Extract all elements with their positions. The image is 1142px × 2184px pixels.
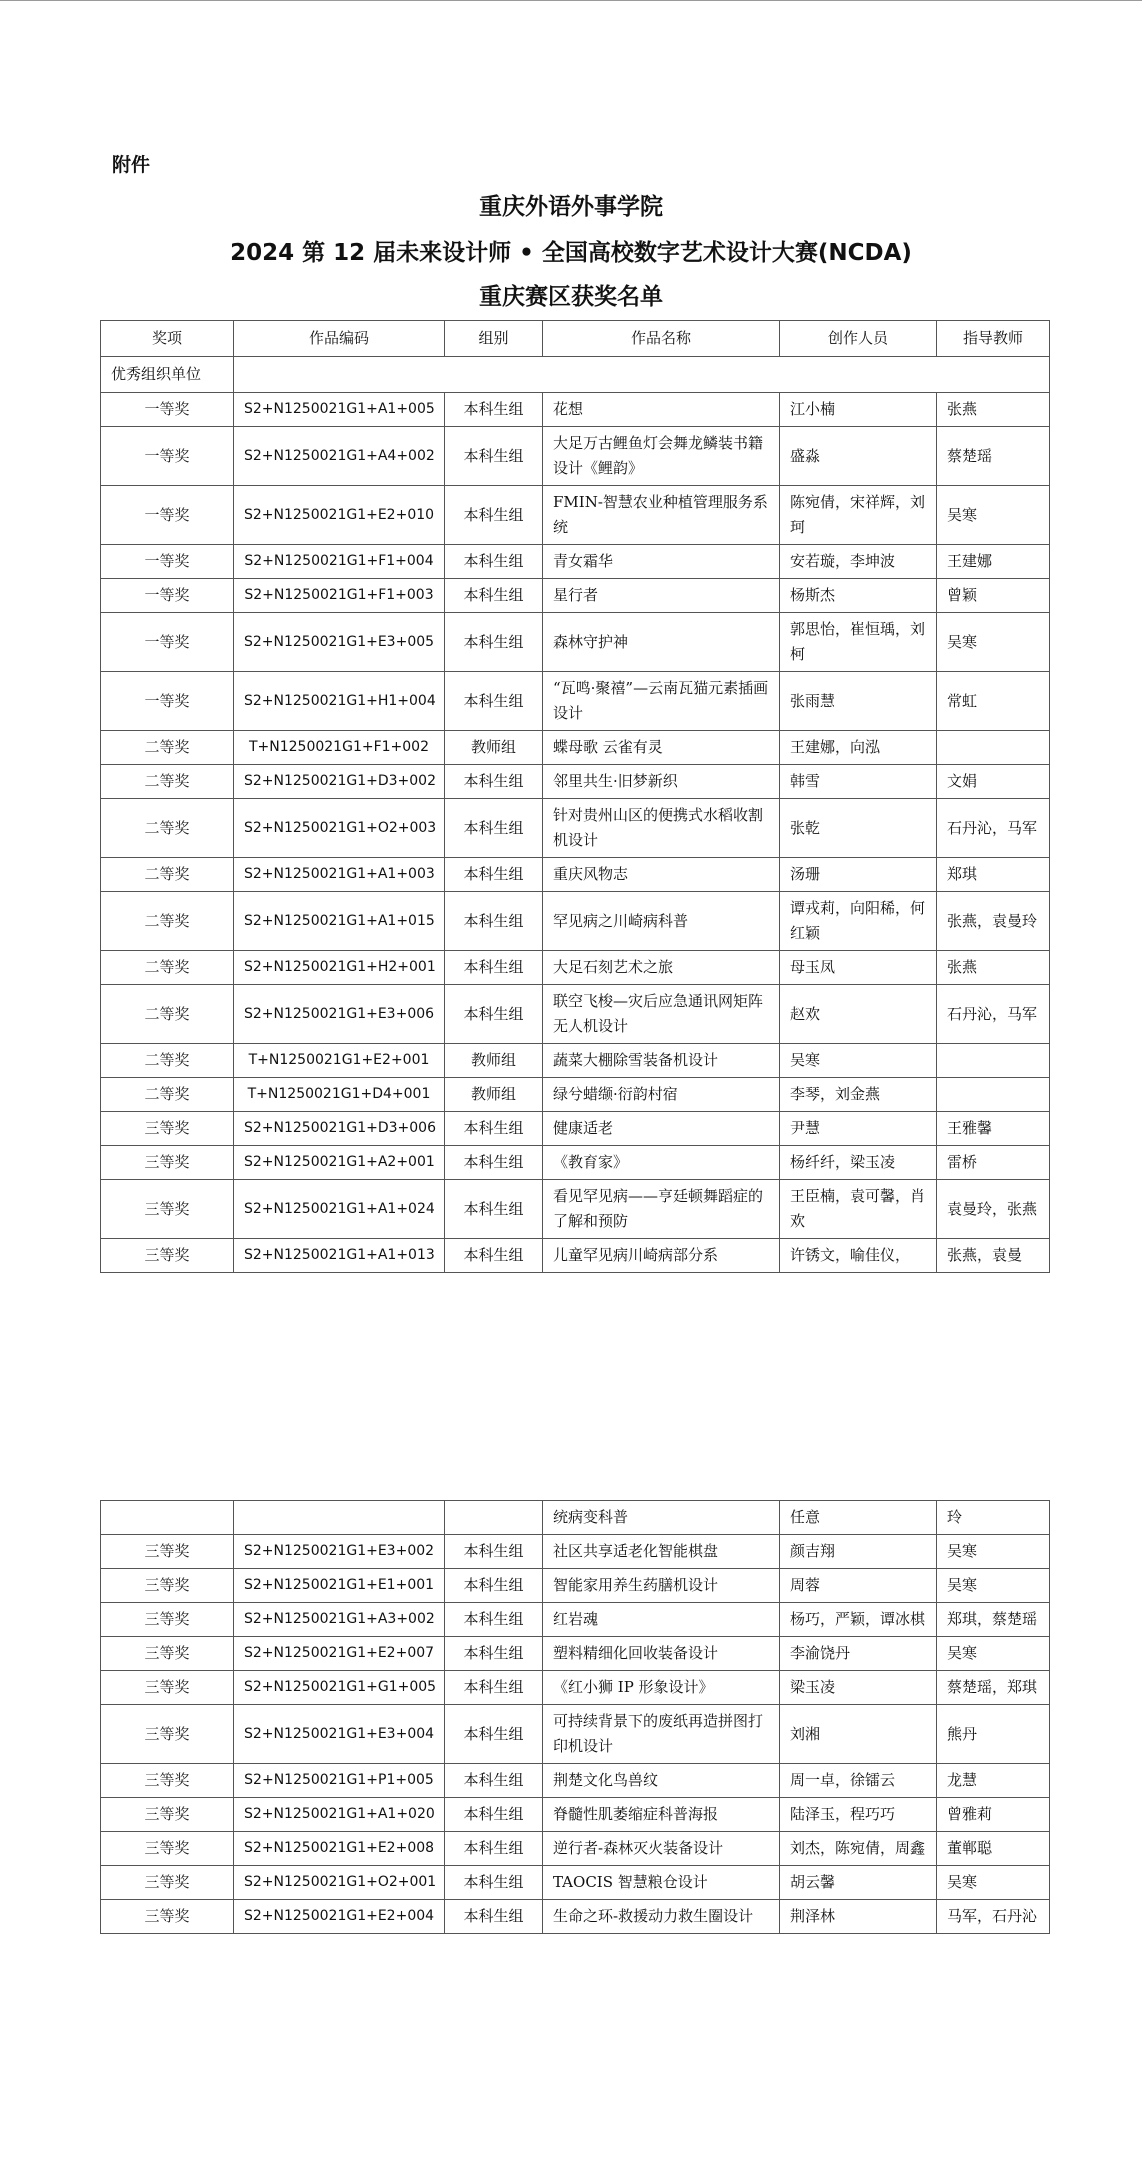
creators-cell: 刘湘 (780, 1705, 937, 1764)
table-row (101, 1044, 1050, 1078)
code-cell: S2+N1250021G1+D3+006 (234, 1112, 445, 1146)
creators-cell: 赵欢 (780, 985, 937, 1044)
org-row-label: 优秀组织单位 (101, 357, 234, 393)
code-cell: S2+N1250021G1+A1+003 (234, 858, 445, 892)
advisor-cell: 吴寒 (937, 1637, 1050, 1671)
code-cell: S2+N1250021G1+A2+001 (234, 1146, 445, 1180)
creators-cell: 王臣楠，袁可馨，肖欢 (780, 1180, 937, 1239)
creators-cell: 周一卓，徐镭云 (780, 1764, 937, 1798)
title-cell: 大足万古鲤鱼灯会舞龙鳞装书籍设计《鲤韵》 (543, 427, 780, 486)
award-cell: 一等奖 (101, 579, 234, 613)
title-cell: 邻里共生·旧梦新织 (543, 765, 780, 799)
code-cell: S2+N1250021G1+P1+005 (234, 1764, 445, 1798)
table-row (101, 1146, 1050, 1180)
award-cell: 二等奖 (101, 765, 234, 799)
table-row (101, 427, 1050, 486)
table-row (101, 858, 1050, 892)
group-cell: 本科生组 (445, 486, 543, 545)
advisor-cell: 吴寒 (937, 1535, 1050, 1569)
code-cell: S2+N1250021G1+E2+007 (234, 1637, 445, 1671)
creators-cell: 郭思怡，崔恒瑀，刘柯 (780, 613, 937, 672)
award-cell: 三等奖 (101, 1671, 234, 1705)
table-row (101, 1705, 1050, 1764)
title-cell: 脊髓性肌萎缩症科普海报 (543, 1798, 780, 1832)
title-cell: 《红小狮 IP 形象设计》 (543, 1671, 780, 1705)
table-row (101, 579, 1050, 613)
creators-cell: 颜吉翔 (780, 1535, 937, 1569)
advisor-cell: 石丹沁，马军 (937, 799, 1050, 858)
award-cell: 三等奖 (101, 1146, 234, 1180)
award-cell: 二等奖 (101, 951, 234, 985)
table-row (101, 731, 1050, 765)
title-cell: 重庆风物志 (543, 858, 780, 892)
column-header-creators: 创作人员 (780, 321, 937, 357)
table-row (101, 1637, 1050, 1671)
creators-cell: 张雨慧 (780, 672, 937, 731)
creators-cell: 王建娜，向泓 (780, 731, 937, 765)
advisor-cell: 郑琪，蔡楚瑶 (937, 1603, 1050, 1637)
title-cell: 红岩魂 (543, 1603, 780, 1637)
code-cell: S2+N1250021G1+E1+001 (234, 1569, 445, 1603)
code-cell: S2+N1250021G1+A1+020 (234, 1798, 445, 1832)
code-cell: S2+N1250021G1+D3+002 (234, 765, 445, 799)
code-cell: S2+N1250021G1+A1+005 (234, 393, 445, 427)
code-cell: S2+N1250021G1+A4+002 (234, 427, 445, 486)
award-cell: 三等奖 (101, 1180, 234, 1239)
advisor-cell: 熊丹 (937, 1705, 1050, 1764)
advisor-cell (937, 1044, 1050, 1078)
page-top-border (0, 0, 1142, 1)
creators-cell: 梁玉凌 (780, 1671, 937, 1705)
title-cell: 针对贵州山区的便携式水稻收割机设计 (543, 799, 780, 858)
award-cell: 三等奖 (101, 1764, 234, 1798)
award-cell: 二等奖 (101, 985, 234, 1044)
competition-title: 2024 第 12 届未来设计师 • 全国高校数字艺术设计大赛(NCDA) (230, 240, 912, 266)
table-row (101, 985, 1050, 1044)
code-cell (234, 1501, 445, 1535)
title-cell: 统病变科普 (543, 1501, 780, 1535)
group-cell: 本科生组 (445, 1535, 543, 1569)
creators-cell: 杨纤纤，梁玉凌 (780, 1146, 937, 1180)
title-cell: “瓦鸣·聚禧”—云南瓦猫元素插画设计 (543, 672, 780, 731)
table-row (101, 1798, 1050, 1832)
award-cell: 一等奖 (101, 393, 234, 427)
group-cell: 本科生组 (445, 1180, 543, 1239)
code-cell: S2+N1250021G1+A1+015 (234, 892, 445, 951)
table-row (101, 1239, 1050, 1273)
advisor-cell (937, 731, 1050, 765)
title-cell: 智能家用养生药膳机设计 (543, 1569, 780, 1603)
creators-cell: 任意 (780, 1501, 937, 1535)
continuation-row (101, 1501, 1050, 1535)
column-header-title: 作品名称 (543, 321, 780, 357)
award-cell: 一等奖 (101, 486, 234, 545)
table-row (101, 1764, 1050, 1798)
group-cell: 本科生组 (445, 1832, 543, 1866)
school-title: 重庆外语外事学院 (479, 194, 663, 220)
column-header-code: 作品编码 (234, 321, 445, 357)
code-cell: S2+N1250021G1+E2+010 (234, 486, 445, 545)
code-cell: S2+N1250021G1+O2+003 (234, 799, 445, 858)
award-cell: 二等奖 (101, 1078, 234, 1112)
title-cell: 荆楚文化鸟兽纹 (543, 1764, 780, 1798)
advisor-cell: 吴寒 (937, 1866, 1050, 1900)
award-cell: 三等奖 (101, 1239, 234, 1273)
creators-cell: 安若璇，李坤波 (780, 545, 937, 579)
code-cell: S2+N1250021G1+G1+005 (234, 1671, 445, 1705)
table-row (101, 672, 1050, 731)
group-cell: 本科生组 (445, 393, 543, 427)
table-row (101, 765, 1050, 799)
award-cell: 三等奖 (101, 1112, 234, 1146)
code-cell: S2+N1250021G1+A3+002 (234, 1603, 445, 1637)
code-cell: T+N1250021G1+F1+002 (234, 731, 445, 765)
code-cell: S2+N1250021G1+A1+024 (234, 1180, 445, 1239)
column-header-award: 奖项 (101, 321, 234, 357)
group-cell: 本科生组 (445, 613, 543, 672)
award-cell: 三等奖 (101, 1535, 234, 1569)
group-cell: 本科生组 (445, 1569, 543, 1603)
group-cell: 本科生组 (445, 1239, 543, 1273)
org-row-value (234, 357, 1050, 393)
advisor-cell: 玲 (937, 1501, 1050, 1535)
creators-cell: 尹慧 (780, 1112, 937, 1146)
table-row (101, 393, 1050, 427)
code-cell: S2+N1250021G1+H2+001 (234, 951, 445, 985)
award-cell: 三等奖 (101, 1603, 234, 1637)
advisor-cell: 郑琪 (937, 858, 1050, 892)
creators-cell: 张乾 (780, 799, 937, 858)
code-cell: S2+N1250021G1+E3+006 (234, 985, 445, 1044)
group-cell: 本科生组 (445, 1900, 543, 1934)
creators-cell: 刘杰，陈宛倩，周鑫 (780, 1832, 937, 1866)
creators-cell: 周蓉 (780, 1569, 937, 1603)
group-cell: 本科生组 (445, 985, 543, 1044)
title-cell: TAOCIS 智慧粮仓设计 (543, 1866, 780, 1900)
advisor-cell (937, 1078, 1050, 1112)
creators-cell: 韩雪 (780, 765, 937, 799)
advisor-cell: 吴寒 (937, 1569, 1050, 1603)
award-cell: 二等奖 (101, 799, 234, 858)
group-cell: 本科生组 (445, 1671, 543, 1705)
group-cell: 教师组 (445, 1078, 543, 1112)
award-cell: 二等奖 (101, 858, 234, 892)
advisor-cell: 张燕 (937, 951, 1050, 985)
table-row (101, 545, 1050, 579)
advisor-cell: 曾雅莉 (937, 1798, 1050, 1832)
title-cell: 罕见病之川崎病科普 (543, 892, 780, 951)
group-cell: 本科生组 (445, 545, 543, 579)
award-cell: 三等奖 (101, 1569, 234, 1603)
column-header-group: 组别 (445, 321, 543, 357)
advisor-cell: 马军，石丹沁 (937, 1900, 1050, 1934)
group-cell: 教师组 (445, 1044, 543, 1078)
creators-cell: 谭戎莉，向阳稀，何红颖 (780, 892, 937, 951)
title-cell: 《教育家》 (543, 1146, 780, 1180)
creators-cell: 汤珊 (780, 858, 937, 892)
advisor-cell: 张燕 (937, 393, 1050, 427)
group-cell: 本科生组 (445, 427, 543, 486)
table-row (101, 1832, 1050, 1866)
title-cell: 绿兮蜡缬·衍韵村宿 (543, 1078, 780, 1112)
list-title: 重庆赛区获奖名单 (479, 284, 663, 310)
creators-cell: 盛淼 (780, 427, 937, 486)
title-cell: 蝶母歌 云雀有灵 (543, 731, 780, 765)
advisor-cell: 蔡楚瑶 (937, 427, 1050, 486)
award-cell: 三等奖 (101, 1705, 234, 1764)
code-cell: S2+N1250021G1+F1+004 (234, 545, 445, 579)
code-cell: S2+N1250021G1+A1+013 (234, 1239, 445, 1273)
awards-table-page2 (100, 1500, 1050, 1934)
award-cell: 三等奖 (101, 1866, 234, 1900)
title-cell: 逆行者-森林灭火装备设计 (543, 1832, 780, 1866)
table-row (101, 613, 1050, 672)
group-cell: 本科生组 (445, 1146, 543, 1180)
table-row (101, 1078, 1050, 1112)
title-cell: 花想 (543, 393, 780, 427)
group-cell: 本科生组 (445, 799, 543, 858)
group-cell: 本科生组 (445, 951, 543, 985)
group-cell: 教师组 (445, 731, 543, 765)
title-cell: 健康适老 (543, 1112, 780, 1146)
title-cell: 生命之环-救援动力救生圈设计 (543, 1900, 780, 1934)
group-cell: 本科生组 (445, 672, 543, 731)
creators-cell: 母玉凤 (780, 951, 937, 985)
title-cell: 青女霜华 (543, 545, 780, 579)
advisor-cell: 常虹 (937, 672, 1050, 731)
award-cell: 一等奖 (101, 427, 234, 486)
creators-cell: 荆泽林 (780, 1900, 937, 1934)
title-cell: 儿童罕见病川崎病部分系 (543, 1239, 780, 1273)
table-row (101, 486, 1050, 545)
advisor-cell: 雷桥 (937, 1146, 1050, 1180)
awards-table-page1 (100, 320, 1050, 1273)
group-cell: 本科生组 (445, 1705, 543, 1764)
group-cell: 本科生组 (445, 765, 543, 799)
award-cell: 三等奖 (101, 1832, 234, 1866)
table-row (101, 951, 1050, 985)
advisor-cell: 龙慧 (937, 1764, 1050, 1798)
award-cell: 三等奖 (101, 1637, 234, 1671)
group-cell: 本科生组 (445, 1764, 543, 1798)
table-row (101, 892, 1050, 951)
table-row (101, 1900, 1050, 1934)
table-row (101, 1180, 1050, 1239)
group-cell (445, 1501, 543, 1535)
group-cell: 本科生组 (445, 1637, 543, 1671)
advisor-cell: 曾颖 (937, 579, 1050, 613)
advisor-cell: 文娟 (937, 765, 1050, 799)
title-cell: 森林守护神 (543, 613, 780, 672)
award-cell: 一等奖 (101, 545, 234, 579)
table-row (101, 1671, 1050, 1705)
code-cell: S2+N1250021G1+E3+004 (234, 1705, 445, 1764)
advisor-cell: 吴寒 (937, 486, 1050, 545)
column-header-advisor: 指导教师 (937, 321, 1050, 357)
attachment-label: 附件 (112, 154, 151, 176)
creators-cell: 陆泽玉，程巧巧 (780, 1798, 937, 1832)
advisor-cell: 王建娜 (937, 545, 1050, 579)
advisor-cell: 石丹沁，马军 (937, 985, 1050, 1044)
creators-cell: 李琴，刘金燕 (780, 1078, 937, 1112)
title-cell: 蔬菜大棚除雪装备机设计 (543, 1044, 780, 1078)
code-cell: S2+N1250021G1+F1+003 (234, 579, 445, 613)
award-cell: 三等奖 (101, 1798, 234, 1832)
award-cell: 二等奖 (101, 892, 234, 951)
org-row (101, 357, 1050, 393)
title-cell: 看见罕见病——亨廷顿舞蹈症的了解和预防 (543, 1180, 780, 1239)
creators-cell: 吴寒 (780, 1044, 937, 1078)
code-cell: T+N1250021G1+E2+001 (234, 1044, 445, 1078)
award-cell: 二等奖 (101, 1044, 234, 1078)
group-cell: 本科生组 (445, 892, 543, 951)
title-cell: 大足石刻艺术之旅 (543, 951, 780, 985)
award-cell: 一等奖 (101, 672, 234, 731)
advisor-cell: 王雅馨 (937, 1112, 1050, 1146)
award-cell: 一等奖 (101, 613, 234, 672)
table-row (101, 1603, 1050, 1637)
creators-cell: 杨巧，严颖，谭冰棋 (780, 1603, 937, 1637)
group-cell: 本科生组 (445, 858, 543, 892)
code-cell: T+N1250021G1+D4+001 (234, 1078, 445, 1112)
award-cell: 三等奖 (101, 1900, 234, 1934)
code-cell: S2+N1250021G1+H1+004 (234, 672, 445, 731)
code-cell: S2+N1250021G1+E2+008 (234, 1832, 445, 1866)
creators-cell: 胡云馨 (780, 1866, 937, 1900)
creators-cell: 杨斯杰 (780, 579, 937, 613)
advisor-cell: 董郸聪 (937, 1832, 1050, 1866)
advisor-cell: 吴寒 (937, 613, 1050, 672)
title-cell: FMIN-智慧农业种植管理服务系统 (543, 486, 780, 545)
code-cell: S2+N1250021G1+O2+001 (234, 1866, 445, 1900)
code-cell: S2+N1250021G1+E3+005 (234, 613, 445, 672)
title-cell: 星行者 (543, 579, 780, 613)
code-cell: S2+N1250021G1+E2+004 (234, 1900, 445, 1934)
award-cell: 二等奖 (101, 731, 234, 765)
code-cell: S2+N1250021G1+E3+002 (234, 1535, 445, 1569)
table-row (101, 799, 1050, 858)
table-row (101, 1112, 1050, 1146)
table-row (101, 1569, 1050, 1603)
title-cell: 联空飞梭—灾后应急通讯网矩阵无人机设计 (543, 985, 780, 1044)
advisor-cell: 袁曼玲，张燕 (937, 1180, 1050, 1239)
group-cell: 本科生组 (445, 1798, 543, 1832)
creators-cell: 江小楠 (780, 393, 937, 427)
advisor-cell: 张燕，袁曼 (937, 1239, 1050, 1273)
creators-cell: 许锈文，喻佳仪， (780, 1239, 937, 1273)
award-cell (101, 1501, 234, 1535)
creators-cell: 李渝饶丹 (780, 1637, 937, 1671)
table-row (101, 1866, 1050, 1900)
title-cell: 塑料精细化回收装备设计 (543, 1637, 780, 1671)
title-cell: 可持续背景下的废纸再造拼图打印机设计 (543, 1705, 780, 1764)
table-header-row (101, 321, 1050, 357)
group-cell: 本科生组 (445, 1112, 543, 1146)
group-cell: 本科生组 (445, 579, 543, 613)
group-cell: 本科生组 (445, 1603, 543, 1637)
advisor-cell: 蔡楚瑶，郑琪 (937, 1671, 1050, 1705)
advisor-cell: 张燕，袁曼玲 (937, 892, 1050, 951)
table-row (101, 1535, 1050, 1569)
group-cell: 本科生组 (445, 1866, 543, 1900)
creators-cell: 陈宛倩，宋祥辉，刘珂 (780, 486, 937, 545)
title-cell: 社区共享适老化智能棋盘 (543, 1535, 780, 1569)
